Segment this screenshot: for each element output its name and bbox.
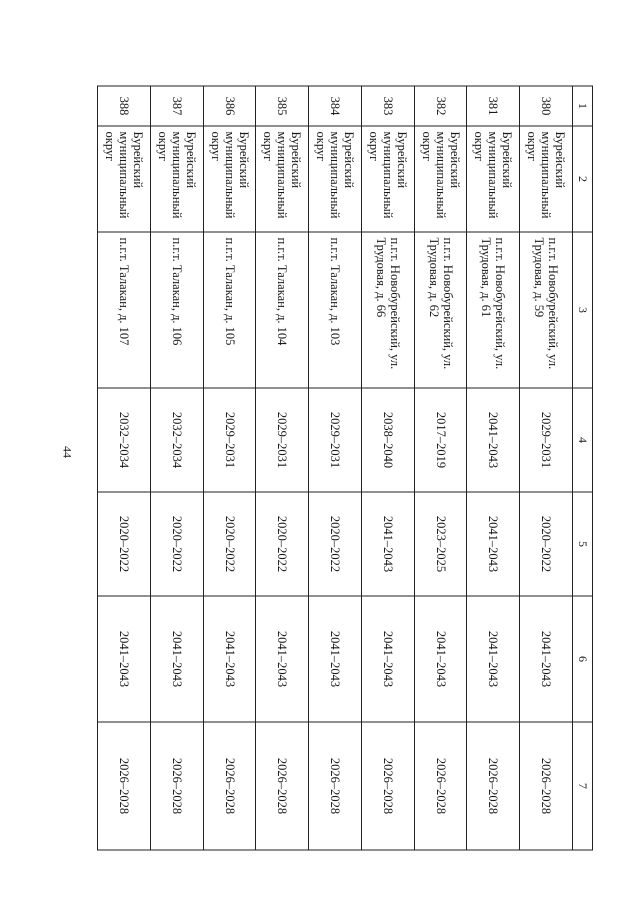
table-row [98,86,151,850]
row-number: 387 [150,86,203,126]
period-cell: 2029–2031 [309,388,362,492]
row-number: 388 [98,86,151,126]
period-cell: 2041–2043 [467,388,520,492]
column-header: 6 [573,596,593,722]
period-cell: 2041–2043 [467,596,520,722]
address-cell: п.г.т. Новобурейский, ул. Трудовая, д. 61 [467,232,520,388]
period-cell: 2017–2019 [414,388,467,492]
address-cell: п.г.т. Новобурейский, ул. Трудовая, д. 59 [520,232,573,388]
period-cell: 2026–2028 [361,722,414,850]
column-header: 7 [573,722,593,850]
row-number: 383 [361,86,414,126]
period-cell: 2041–2043 [256,596,309,722]
table-row [203,86,256,850]
table-row [520,86,573,850]
column-header: 3 [573,232,593,388]
period-cell: 2020–2022 [520,492,573,596]
address-cell: п.г.т. Талакан, д. 106 [150,232,203,388]
row-number: 380 [520,86,573,126]
period-cell: 2026–2028 [150,722,203,850]
period-cell: 2020–2022 [150,492,203,596]
district-cell: Бурейский муниципальный округ [520,126,573,232]
period-cell: 2029–2031 [256,388,309,492]
table-row [309,86,362,850]
period-cell: 2041–2043 [361,492,414,596]
address-cell: п.г.т. Талакан, д. 107 [98,232,151,388]
period-cell: 2038–2040 [361,388,414,492]
period-cell: 2023–2025 [414,492,467,596]
period-cell: 2032–2034 [150,388,203,492]
address-cell: п.г.т. Талакан, д. 105 [203,232,256,388]
period-cell: 2026–2028 [203,722,256,850]
table-row [256,86,309,850]
column-header: 4 [573,388,593,492]
address-cell: п.г.т. Талакан, д. 104 [256,232,309,388]
row-number: 385 [256,86,309,126]
column-header: 2 [573,126,593,232]
column-header: 5 [573,492,593,596]
table-row [150,86,203,850]
row-number: 382 [414,86,467,126]
period-cell: 2026–2028 [256,722,309,850]
housing-register-table [97,86,593,851]
address-cell: п.г.т. Новобурейский, ул. Трудовая, д. 66 [361,232,414,388]
table-row [467,86,520,850]
period-cell: 2026–2028 [467,722,520,850]
address-cell: п.г.т. Новобурейский, ул. Трудовая, д. 62 [414,232,467,388]
row-number: 386 [203,86,256,126]
period-cell: 2026–2028 [414,722,467,850]
period-cell: 2029–2031 [520,388,573,492]
table-container [97,86,593,850]
column-header: 1 [573,86,593,126]
district-cell: Бурейский муниципальный округ [256,126,309,232]
address-cell: п.г.т. Талакан, д. 103 [309,232,362,388]
period-cell: 2020–2022 [98,492,151,596]
district-cell: Бурейский муниципальный округ [309,126,362,232]
district-cell: Бурейский муниципальный округ [414,126,467,232]
period-cell: 2026–2028 [520,722,573,850]
district-cell: Бурейский муниципальный округ [203,126,256,232]
district-cell: Бурейский муниципальный округ [361,126,414,232]
period-cell: 2041–2043 [414,596,467,722]
district-cell: Бурейский муниципальный округ [150,126,203,232]
header-row [573,86,593,850]
district-cell: Бурейский муниципальный округ [98,126,151,232]
period-cell: 2032–2034 [98,388,151,492]
period-cell: 2041–2043 [203,596,256,722]
period-cell: 2020–2022 [203,492,256,596]
period-cell: 2020–2022 [256,492,309,596]
period-cell: 2041–2043 [309,596,362,722]
row-number: 384 [309,86,362,126]
table-row [361,86,414,850]
period-cell: 2041–2043 [361,596,414,722]
period-cell: 2041–2043 [467,492,520,596]
period-cell: 2041–2043 [98,596,151,722]
period-cell: 2041–2043 [520,596,573,722]
row-number: 381 [467,86,520,126]
period-cell: 2041–2043 [150,596,203,722]
period-cell: 2026–2028 [98,722,151,850]
page-number: 44 [60,446,75,458]
period-cell: 2020–2022 [309,492,362,596]
period-cell: 2029–2031 [203,388,256,492]
table-row [414,86,467,850]
period-cell: 2026–2028 [309,722,362,850]
district-cell: Бурейский муниципальный округ [467,126,520,232]
